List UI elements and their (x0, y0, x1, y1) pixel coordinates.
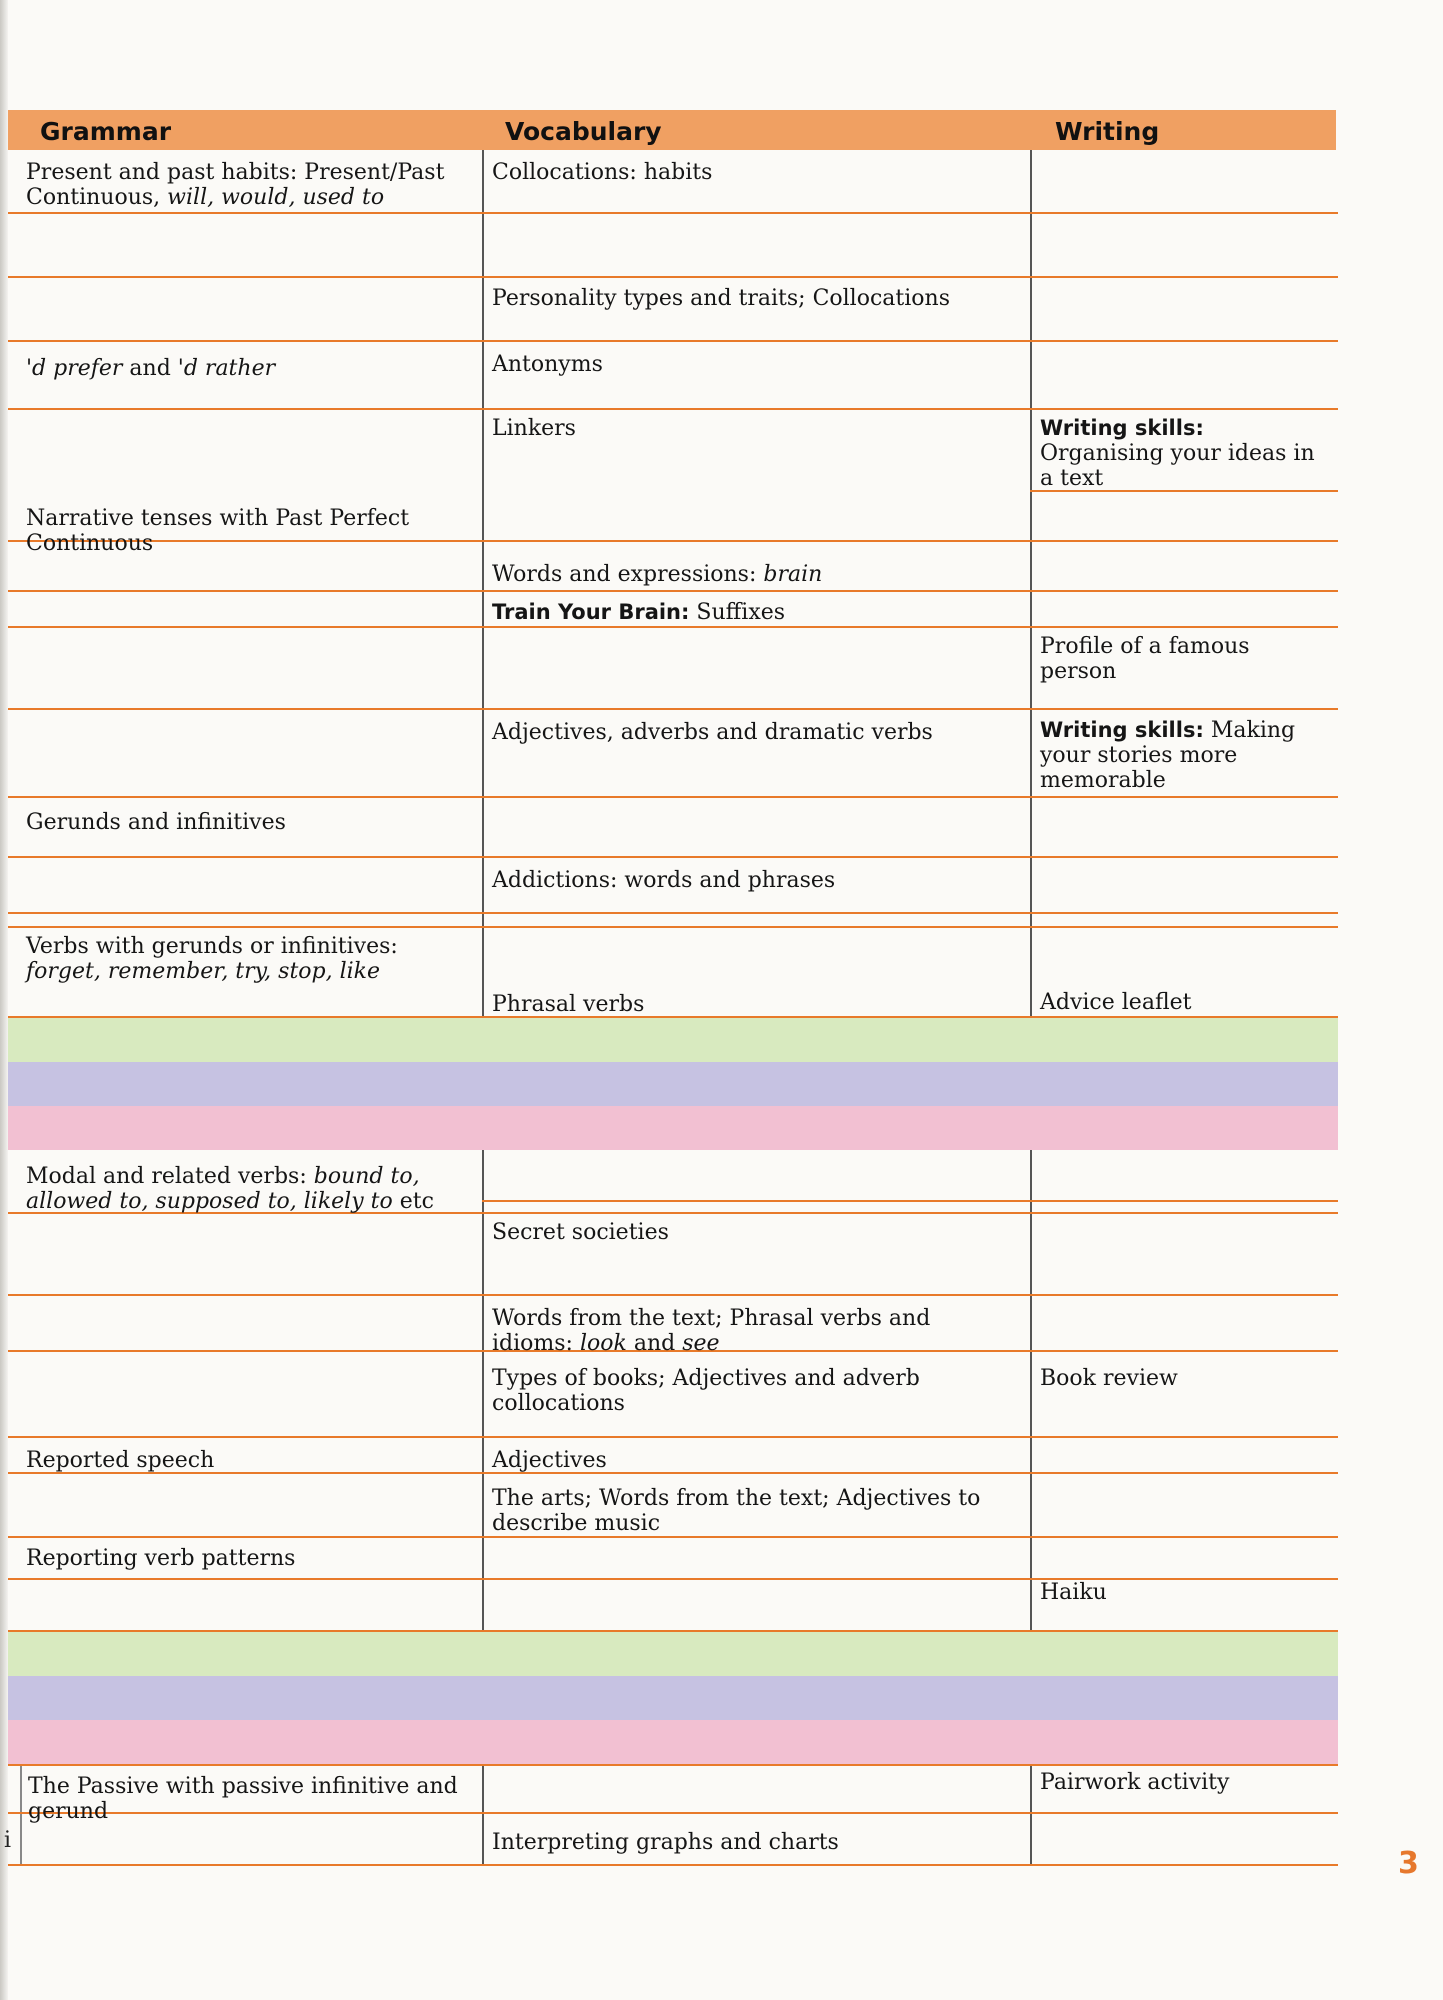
writing-haiku: Haiku (1040, 1580, 1107, 1605)
row-rule (8, 856, 1338, 858)
page-binding-shadow (0, 0, 8, 2000)
writing-advice-leaflet: Advice leaflet (1040, 990, 1192, 1015)
row-rule (8, 590, 1338, 592)
divider-grammar-vocab-1 (482, 150, 484, 1018)
vocab-linkers: Linkers (492, 416, 576, 441)
vocab-train-your-brain-suffixes: Train Your Brain: Suffixes (492, 600, 786, 625)
grammar-gerunds-infinitives: Gerunds and infinitives (26, 810, 286, 835)
vocab-words-from-text-phrasal: Words from the text; Phrasal verbs and idioms: look and see (492, 1306, 931, 1356)
divider-left-edge (20, 1764, 22, 1864)
row-rule (8, 276, 1338, 278)
grammar-prefer-rather: 'd prefer and 'd rather (26, 356, 276, 381)
writing-pairwork-activity: Pairwork activity (1040, 1770, 1230, 1795)
row-rule (8, 1294, 1338, 1296)
vocab-the-arts: The arts; Words from the text; Adjectives to describe music (492, 1486, 981, 1536)
row-rule (8, 1864, 1338, 1866)
row-rule (8, 1436, 1338, 1438)
vocab-secret-societies: Secret societies (492, 1220, 669, 1245)
grammar-verbs-gerunds-infinitives: Verbs with gerunds or infinitives: forget, remember, try, stop, like (26, 934, 398, 984)
row-rule (8, 340, 1338, 342)
row-rule (8, 1630, 1338, 1632)
grammar-passive-infinitive-gerund: The Passive with passive infinitive and gerund (28, 1774, 458, 1824)
band-green-1 (8, 1018, 1338, 1062)
writing-organising-ideas: Writing skills: Organising your ideas in a text (1040, 416, 1315, 491)
band-lilac-1 (8, 1062, 1338, 1106)
vocab-antonyms: Antonyms (492, 352, 603, 377)
vocab-adjectives: Adjectives (492, 1448, 607, 1473)
vocab-adjectives-adverbs-dramatic-verbs: Adjectives, adverbs and dramatic verbs (492, 720, 933, 745)
row-rule (8, 796, 1338, 798)
header-vocabulary: Vocabulary (505, 117, 662, 146)
row-rule (8, 212, 1338, 214)
row-rule (8, 708, 1338, 710)
divider-grammar-vocab-2 (482, 1150, 484, 1632)
writing-memorable-stories: Writing skills: Making your stories more memorable (1040, 718, 1296, 793)
row-rule (8, 1536, 1338, 1538)
row-rule (8, 912, 1338, 914)
divider-vocab-writing-2 (1030, 1150, 1032, 1632)
row-rule (8, 926, 1338, 928)
vocab-graphs-and-charts: Interpreting graphs and charts (492, 1830, 839, 1855)
divider-vocab-writing-1 (1030, 150, 1032, 1018)
row-rule (8, 1764, 1338, 1766)
header-grammar: Grammar (40, 117, 172, 146)
band-lilac-2 (8, 1676, 1338, 1720)
page-number: 3 (1398, 1846, 1419, 1881)
vocab-phrasal-verbs: Phrasal verbs (492, 992, 645, 1017)
writing-profile-famous-person: Profile of a famous person (1040, 634, 1250, 684)
row-rule (8, 626, 1338, 628)
band-green-2 (8, 1632, 1338, 1676)
vocab-collocations-habits: Collocations: habits (492, 160, 713, 185)
grammar-present-past-habits: Present and past habits: Present/Past Continuous, will, would, used to (26, 160, 445, 210)
divider-grammar-vocab-3 (482, 1764, 484, 1864)
writing-book-review: Book review (1040, 1366, 1178, 1391)
vocab-words-expressions-brain: Words and expressions: brain (492, 562, 823, 587)
grammar-modal-verbs: Modal and related verbs: bound to, allowed to, supposed to, likely to etc (26, 1164, 434, 1214)
grammar-narrative-tenses: Narrative tenses with Past Perfect Continuous (26, 506, 410, 556)
vocab-addictions: Addictions: words and phrases (492, 868, 836, 893)
band-pink-2 (8, 1720, 1338, 1764)
stray-margin-mark: i (4, 1828, 12, 1853)
row-rule (8, 408, 1338, 410)
divider-vocab-writing-3 (1030, 1764, 1032, 1864)
vocab-types-of-books: Types of books; Adjectives and adverb collocations (492, 1366, 920, 1416)
header-writing: Writing (1055, 117, 1160, 146)
vocab-personality-types: Personality types and traits; Collocations (492, 286, 950, 311)
band-pink-1 (8, 1106, 1338, 1150)
grammar-reporting-verb-patterns: Reporting verb patterns (26, 1546, 296, 1571)
row-rule (482, 1200, 1338, 1202)
grammar-reported-speech: Reported speech (26, 1448, 215, 1473)
